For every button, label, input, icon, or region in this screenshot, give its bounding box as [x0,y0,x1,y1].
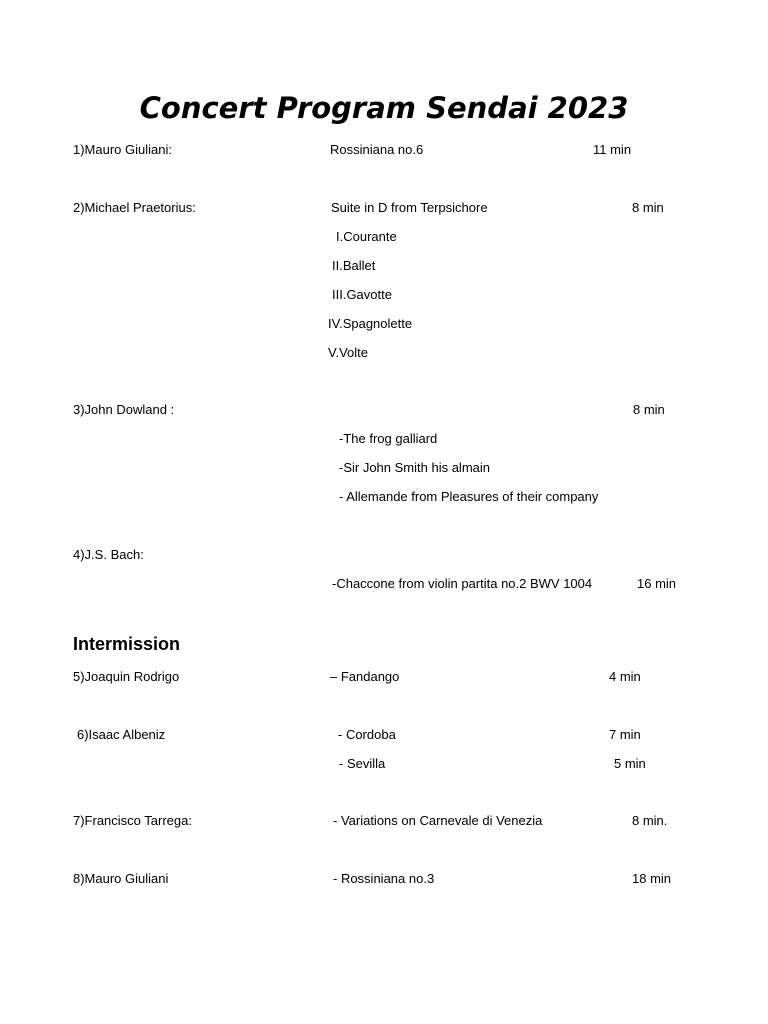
composer-label: 8)Mauro Giuliani [73,871,169,886]
piece-title: Rossiniana no.6 [330,142,424,157]
piece-title: -Sir John Smith his almain [339,460,490,475]
movement: V.Volte [328,345,369,360]
composer-label: 3)John Dowland : [73,402,175,417]
duration: 8 min [633,402,665,417]
piece-title: – Fandango [330,669,400,684]
duration: 16 min [637,576,677,591]
piece-title: -The frog galliard [339,431,438,446]
piece-title: - Cordoba [338,727,396,742]
piece-title: - Variations on Carnevale di Venezia [333,813,543,828]
piece-title: Suite in D from Terpsichore [331,200,488,215]
piece-title: -Chaccone from violin partita no.2 BWV 1004 [332,576,593,591]
composer-label: 4)J.S. Bach: [73,547,144,562]
duration: 5 min [614,756,646,771]
composer-label: 1)Mauro Giuliani: [73,142,172,157]
composer-label: 2)Michael Praetorius: [73,200,196,215]
duration: 8 min [632,200,664,215]
piece-title: - Sevilla [339,756,386,771]
composer-label: 7)Francisco Tarrega: [73,813,192,828]
movement: III.Gavotte [332,287,392,302]
intermission-heading: Intermission [73,634,181,654]
piece-title: - Allemande from Pleasures of their company [339,489,599,504]
movement: IV.Spagnolette [328,316,413,331]
page-title: Concert Program Sendai 2023 [139,91,629,125]
piece-title: - Rossiniana no.3 [333,871,435,886]
duration: 4 min [609,669,641,684]
duration: 11 min [593,142,632,157]
movement: I.Courante [336,229,397,244]
duration: 7 min [609,727,641,742]
movement: II.Ballet [332,258,376,273]
duration: 8 min. [632,813,668,828]
composer-label: 5)Joaquin Rodrigo [73,669,180,684]
composer-label: 6)Isaac Albeniz [77,727,166,742]
duration: 18 min [632,871,672,886]
